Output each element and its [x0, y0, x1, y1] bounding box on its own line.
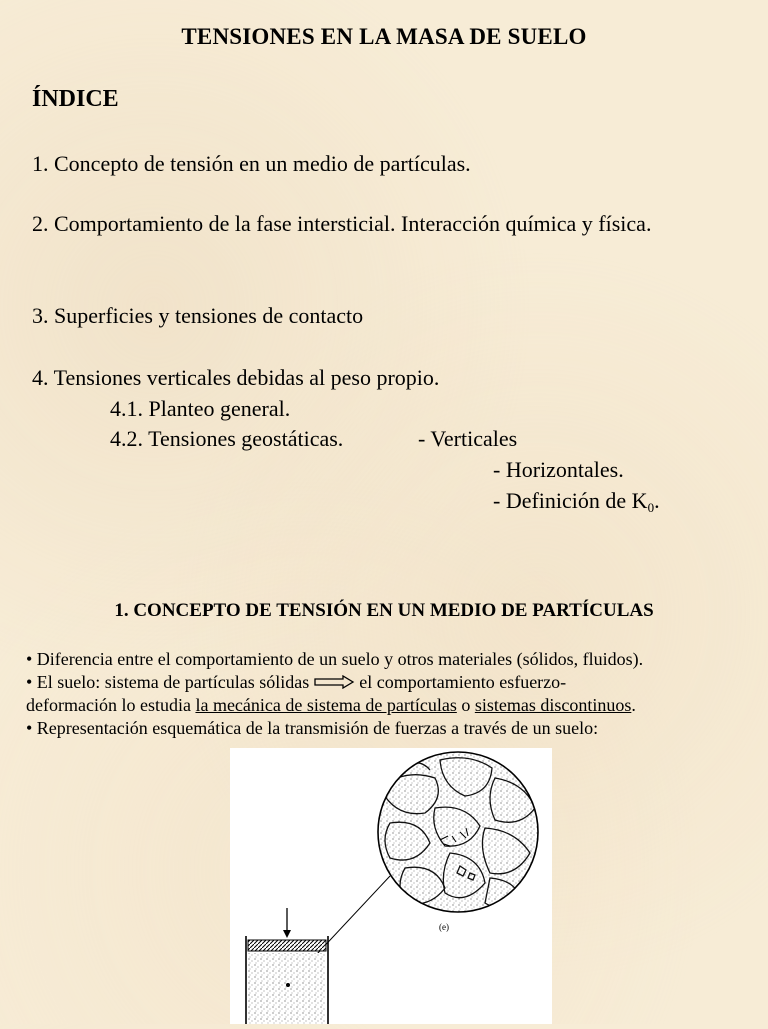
section-1-title: 1. CONCEPTO DE TENSIÓN EN UN MEDIO DE PARTÍCULAS: [114, 600, 654, 621]
bullet-1: • Diferencia entre el comportamiento de un suelo y otros materiales (sólidos, fluidos).: [26, 649, 644, 669]
magnified-particle-view: [370, 748, 550, 918]
load-arrow-icon: [283, 908, 291, 938]
index-subitem-verticales: - Verticales: [418, 426, 518, 451]
line3-start: deformación lo estudia: [26, 695, 196, 715]
bullet-2-end: el comportamiento esfuerzo-: [359, 672, 567, 692]
bullet-2: [26, 671, 766, 695]
index-subitem-4-1: 4.1. Planteo general.: [110, 396, 291, 421]
soil-diagram-svg: [230, 748, 552, 1024]
index-item-1: 1. Concepto de tensión en un medio de partículas.: [32, 151, 471, 176]
document-title: TENSIONES EN LA MASA DE SUELO: [181, 24, 587, 49]
k0-subscript: 0: [647, 500, 655, 515]
index-heading: ÍNDICE: [32, 86, 119, 112]
figure-caption: (e): [439, 922, 449, 932]
bullet-3: • Representación esquemática de la transmisión de fuerzas a través de un suelo:: [26, 718, 599, 738]
soil-force-transmission-figure: [230, 748, 552, 1024]
loading-plate: [248, 940, 326, 951]
line3-end: .: [631, 695, 636, 715]
sample-point: [286, 983, 290, 987]
index-subitem-k0: [493, 485, 660, 523]
bullet-2-continuation: [26, 694, 766, 717]
line3-middle: o: [456, 695, 475, 715]
bullet-2-start: • El suelo: sistema de partículas sólidas: [26, 672, 310, 692]
k0-suffix: .: [654, 488, 660, 513]
implies-arrow-icon: [313, 672, 355, 695]
index-item-4: 4. Tensiones verticales debidas al peso propio.: [32, 365, 440, 390]
index-item-3: 3. Superficies y tensiones de contacto: [32, 303, 364, 328]
k0-prefix: - Definición de K: [493, 488, 648, 513]
index-subitem-horizontales: - Horizontales.: [493, 457, 624, 482]
term-particle-mechanics: la mecánica de sistema de partículas: [195, 695, 457, 715]
index-item-2: 2. Comportamiento de la fase intersticial. Interacción química y física.: [32, 211, 652, 236]
soil-container: [246, 936, 328, 1024]
index-subitem-4-2: 4.2. Tensiones geostáticas.: [110, 426, 344, 451]
term-discontinuous-systems: sistemas discontinuos: [474, 695, 632, 715]
